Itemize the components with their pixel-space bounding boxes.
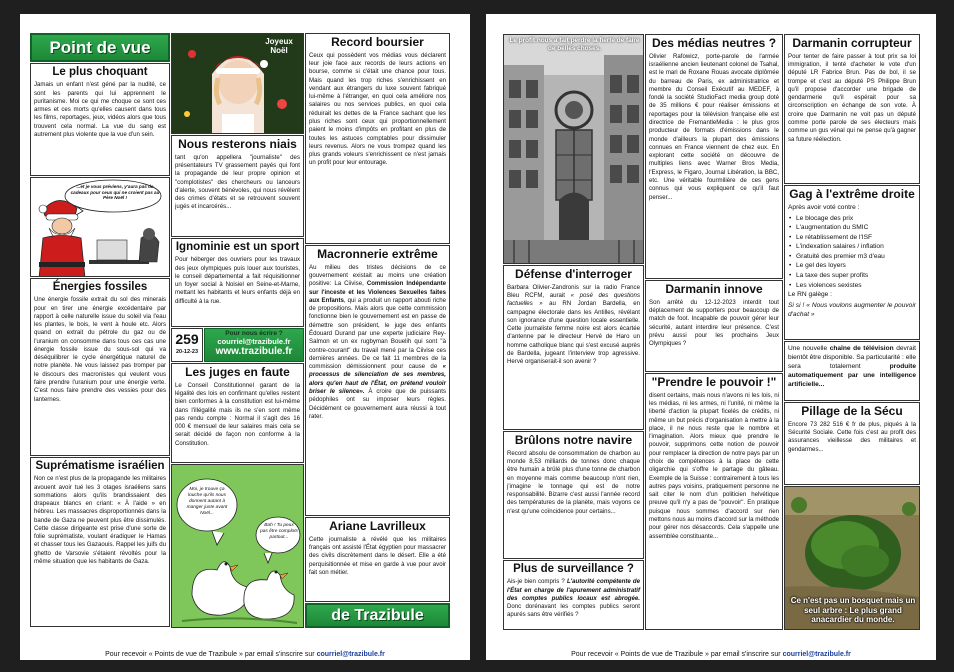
list-item: • Gratuité des premier m3 d'eau (789, 252, 915, 262)
cashew-tree-photo (784, 486, 920, 630)
article-text: devrait bientôt être disponible. Sa particularité : elle sera totalement (788, 345, 917, 370)
right-page (486, 14, 936, 660)
article-text: Donc dorénavant les comptes publics seront apurés sans être vérifiés ? (507, 603, 640, 619)
article-des-medias-neutres (645, 34, 783, 279)
article-body: Pour tenter de faire passer à tout prix sa loi immigration, il tenté d'acheter le vote d'un député LR Fabrice Brun. Pas de bol, il se trompe et c'est au député PS Philippe Brun qu'il propose d'accorder une brigade de gendarmerie qu'il espérait pour sa circonscription en échange de son vote. À croire que Darmanin ne voit pas un député comme porte parole de ses électeurs mais comme un gus vénal qui ne pense qu'à gagner sa future réélection. (788, 52, 916, 143)
article-darmanin-corrupteur (784, 34, 920, 184)
article-title: Pillage de la Sécu (801, 404, 903, 418)
list-item: • L'indexation salaires / inflation (789, 242, 915, 252)
footer-text: Pour recevoir « Points de vue de Trazibule » par email s'inscrire sur (571, 651, 781, 658)
contact-email[interactable]: courriel@trazibule.fr (217, 337, 291, 346)
article-body: Une énergie fossile extrait du sol des minerais pour en tirer une énergie excédentaire par rapport à celle naturelle issue du soleil via l'eau les plantes, le bois, le vent à houle etc. Alors quand on extrait du pétrole du gaz ou de l'uranium on consomme dans tous ces cas une énergie fossile issue du sous-sol qui va déséquilibrer le cycle énergétique naturel de notre planète. Ne vous laissez pas tromper par le discours des macronistes qui veulent vous faire prendre l'uranium pour une énergie verte. C'est nous faire prendre des vessies pour des lanternes. (34, 296, 166, 403)
masthead-top (30, 33, 170, 62)
vote-list (785, 214, 919, 290)
article-nous-resterons-niais (171, 135, 304, 237)
article-body: Jamais un enfant n'est géné par la nudité, ce sont les parents qui lui apprennent le puritanisme. Moi ce qui me choque ce sont ces armes et ces morts qu'elles causent dans tous les films, reportages, jeux, vidéos alors que tous trouvent cela normal. La vue du sang est autrement plus violente que la vue d'un sein. (34, 81, 166, 138)
list-item: • La taxe des super profits (789, 271, 915, 281)
article-body: Encore 73 282 516 € fr de plus, piqués à la Sécurité Sociale. Cette fois c'est au profit des assurances vieillesse des militaires et gendarmes... (788, 420, 916, 453)
article-macronnerie-extreme (305, 245, 450, 516)
article-title: Défense d'interroger (515, 267, 632, 281)
article-le-plus-choquant (30, 63, 170, 176)
masthead-bottom (305, 603, 450, 628)
article-text-bold: produite automatiquement par une intelligence artificielle... (788, 362, 916, 388)
article-defense-dinterroger (503, 265, 644, 430)
article-title: Ariane Lavrilleux (329, 519, 426, 533)
article-title: Record boursier (331, 35, 424, 49)
article-body (504, 283, 643, 368)
goose-speech-left: Moi, je trouve ça louche qu'ils nous donnent autant à manger juste avant Noël... (186, 487, 228, 516)
article-body: disent certains, mais nous n'avons ni les lois, ni les médias, ni les armes, ni l'unité, ni même la liberté d'action la plupart ficelés de crédits, ni même un but précis d'organisation à mettre à la place, il ne nous reste que le nombre et l'imagination. Alors mieux que prendre le pouvoir, supprimons cette notion de pouvoir pour remplacer la direction de notre pays par un choix de compétences à la place de cette oligarchie qui s'offre le partage du gâteau. Exemple de la Suisse : contrairement à tous les autres pays voisins, pratiquement personne ne sait citer le nom d'un politicien helvétique preuve qu'il n'y a pas de "pouvoir". En pratique puisque nous sommes d'accord sur rien mettons nous au moins d'accord sur la méthode pour gérer nos désaccords. Cela s'appelle une assemblée constituante... (649, 391, 779, 540)
article-darmanin-innove (645, 280, 783, 372)
article-body: tant qu'on appellera "journaliste" des présentateurs TV grassement payés qui font la propagande de leur propre opinion et "complotistes" des chercheurs ou lanceurs d'alerte, souvent bénévoles, qui nous révèlent des crimes d'états et se retrouvent souvent jugés et incarcérés... (175, 153, 300, 211)
article-body: Cette journaliste a révélé que les militaires français ont assisté l'État égyptien pour massacrer des civils discrètement dans le désert. Elle a été perquisitionnée et mise en garde à vue pour avoir fait son métier. (309, 535, 446, 576)
article-title: Le plus choquant (52, 66, 148, 78)
article-text: À croire que de puissants pédophiles ont su imposer leurs règles. Décidément ce gouvernement aura réussi à tout rater. (309, 388, 446, 420)
article-body (785, 342, 919, 391)
footer (20, 651, 470, 658)
geese-cartoon (171, 464, 304, 628)
christmas-greeting: Joyeux Noël (265, 37, 293, 56)
article-ignominie (171, 238, 304, 327)
article-text-bold: chaîne de télévision (829, 345, 894, 352)
article-text: Barbara Olivier-Zandronis sur la radio France Bleu RCFM, aurait (507, 283, 640, 300)
article-title: Suprématisme israélien (35, 460, 165, 472)
article-chaine-tv-ia (784, 341, 920, 401)
article-text: au RN Jordan Bardella, en campagne électorale dans les Antilles, révélant son ignorance d'une question locale essentielle. Cette journaliste femme noire est alors écartée d'antenne par le directeur Hervé de Haro un homme catholique blanc qui s'est excusé auprès de Bardella, jugeant l'interview trop agressive. Hervé organiserait-il son avenir ? (507, 300, 640, 366)
article-body (306, 263, 449, 422)
left-page (20, 14, 470, 660)
article-title: Darmanin corrupteur (792, 36, 912, 50)
art-nouveau-building-photo (503, 34, 644, 264)
list-intro: Après avoir voté contre : (788, 203, 860, 211)
article-plus-de-surveillance (503, 560, 644, 630)
issue-number-box (171, 328, 203, 362)
christmas-photo (171, 33, 304, 134)
article-prendre-le-pouvoir (645, 373, 783, 630)
contact-box (204, 328, 304, 362)
article-title: Les juges en faute (185, 365, 290, 379)
article-title: Énergies fossiles (52, 281, 148, 293)
footer-email-link[interactable]: courriel@trazibule.fr (316, 651, 385, 658)
article-title: Macronnerie extrême (317, 247, 438, 261)
masthead-title: Point de vue (49, 38, 151, 57)
footer (486, 651, 936, 658)
article-title: Gag à l'extrême droite (789, 187, 915, 201)
article-title: Plus de surveillance ? (513, 563, 634, 575)
article-body: Ceux qui possèdent vos médias vous déclarent leur joie face aux records de leurs actions en bourse, comme si c'était une chance pour tous. Mais quand les trop riches s'enrichissent en vendant aux étrangers du luxe souvent fabriqué lui-même à l'étranger, en quoi cela améliore nos salaires ou nos services publics, en quoi cela réduirait les dettes de la France sachant que les plus riches sont ceux qui proportionnellement paient le moins d'impôts en profitant en plus de toutes les astuces comptables pour dissimuler leurs revenus. Alors ne vous trompez quand les plus grands voleurs s'enrichissent ce n'est jamais un profit pour leur entourage. (309, 51, 446, 167)
article-body: Non ce n'est plus de la propagande les militaires avouent avoir tué les 3 otages israéliens sans sommations alors qu'ils brandissaient des drapeaux blancs en criant: « À l'aide » en hébreu. Les massacres disproportionnés dans la bande de Gaza ne peuvent plus être dissimulés. Cette classe dirigeante est prise d'une sorte de folie suprématiste, voulant éradiquer le Hamas et chasser tous les Gazaouis. Rappel les juifs du ghetto de Varsovie s'étaient révoltés pour la même situation que les habitants de Gaza. (34, 475, 166, 566)
building-drawing (504, 35, 644, 264)
article-body (504, 577, 643, 620)
article-body: Record absolu de consommation de charbon au monde 8,53 milliards de tonnes donc chaque être humain a brûlé plus d'une tonne de charbon en moyenne mais comme beaucoup n'ont rien, j'imagine le tonnage qui est de notre responsabilité. Bizarre c'est aussi l'année record des températures de la planète, mais voyons ce n'est qu'une coïncidence pour certains... (507, 449, 640, 515)
article-title: Ignominie est un sport (175, 241, 300, 253)
list-outro: Le RN galège : (788, 291, 832, 299)
article-quote: « posé des questions factuelles » (507, 292, 640, 308)
article-body: Le Conseil Constitutionnel garant de la légalité des lois en confirmant qu'elles restent bien conformes à la constitution est lui-même dans l'illégalité mais ils ne s'en sont même pas rendu compte : Normal il s'agit des 16 000 € mensuel de leur salaires mais cela se serait décidé de façon non conforme à la Constitution. (175, 381, 300, 447)
article-les-juges-en-faute (171, 363, 304, 463)
contact-label: Pour nous écrire ? (225, 330, 283, 337)
article-title: Des médias neutres ? (651, 36, 777, 50)
article-title: Darmanin innove (665, 282, 763, 296)
article-suprematisme (30, 457, 170, 627)
goose-speech-right: Bah ! Tu peux pas être complots partout... (260, 523, 298, 540)
article-record-boursier (305, 33, 450, 244)
list-item: • Le blocage des prix (789, 214, 915, 224)
article-pillage-secu (784, 402, 920, 485)
list-item: • Le rétablissement de l'ISF (789, 233, 915, 243)
website-link[interactable]: www.trazibule.fr (215, 346, 293, 357)
cashew-photo-caption: Ce n'est pas un bosquet mais un seul arbre : Le plus grand anacardier du monde. (790, 596, 916, 625)
article-text: Une nouvelle (788, 345, 828, 352)
article-quote: « processus de silenciation de ses membres, alors qu'en haut de l'État, on prétend vouloir briser le silence». (309, 363, 446, 396)
article-title: "Prendre le pouvoir !" (651, 375, 777, 389)
article-body: Son arrêté du 12-12-2023 interdit tout déplacement de supporters pour beaucoup de match de foot. Incapable de pouvoir gérer leur sécurité, autant interdire leur présence. C'est prévu aussi pour les prochains Jeux Olympiques ? (649, 298, 779, 348)
santa-speech: ...et je vous préviens, y'aura pas de cadeaux pour ceux qui ne croient pas au Père Noël ! (70, 184, 160, 201)
footer-text: Pour recevoir « Points de vue de Trazibule » par email s'inscrire sur (105, 651, 315, 658)
masthead-subtitle: de Trazibule (331, 607, 424, 624)
issue-date: 20-12-23 (175, 349, 199, 355)
list-item: • L'augmentation du SMIC (789, 223, 915, 233)
issue-info (171, 328, 304, 362)
issue-number: 259 (175, 331, 199, 347)
article-title: Nous resterons niais (178, 137, 297, 151)
article-text: Ais-je bien compris ? (507, 578, 565, 586)
list-item: • Le gel des loyers (789, 261, 915, 271)
article-body: Pour héberger des ouvriers pour les travaux des jeux olympiques puis louer aux touristes, le conseil départemental a fait réquisitionner un foyer social à Noisiel en Seine-et-Marne, mettant les habitants et leurs enfants déjà en difficulté à la rue. (175, 256, 300, 305)
article-text-bold: Commission Indépendante sur l'inceste et les Violences Sexuelles faites aux Enfants (309, 280, 446, 304)
article-quote: L'autorité compétente de l'État en charge de l'apurement administratif des comptes publics locaux est abrogée. (507, 578, 641, 602)
footer-email-link[interactable]: courriel@trazibule.fr (782, 651, 851, 658)
article-body: Olivier Rafowicz, porte-parole de l'armée israélienne ancien lieutenant colonel de Tsahal, est le mari de Roxane Rouas avocate diplômée du barreau de Paris, ex administratrice et membre du Conseil Exécutif au MEDEF, à fondé la société StudioFact media group doté de 35 millions € pour réaliser émissions et reportages pour la télévision française elle est directrice de FremantleMedia : le plus gros producteur de formats d'émissions dans le monde d'ailleurs la plupart des émissions connues en France viennent de chez eux. En explorant cette société on découvre de multiples liens avec Warner Bros Media, l'Express, le Figaro, Journal Libération, la BBC, etc. Une véritable fourmilière de ces gens connus qui vous expliquent ce qu'il faut penser... (649, 52, 779, 201)
article-text: Au milieu des tristes décisions de ce gouvernement existait au moins une création positive: La Ciivise, (309, 263, 446, 288)
article-text: , qui a produit un rapport abouti riche de propositions. Mais alors que cette commission fonctionne bien le gouvernement est en passe de démettre son président, le juge des enfants Édouard Durand par une experte judiciaire Rey-Salmon et un ex rugbyman Bouelih qui sont "à contre-courant" du travail mené par la Ciivise ces dernières années. De ce fait 11 membres de la commission démissionnent pour cause de (309, 296, 446, 371)
list-item: • Les violences sexistes (789, 281, 915, 291)
article-title: Brûlons notre navire (514, 433, 633, 447)
article-energies-fossiles (30, 278, 170, 456)
list-quote: Si si ! « Nous voulons augmenter le pouvoir d'achat » (788, 302, 916, 319)
article-gag-extreme-droite (784, 185, 920, 340)
article-brulons-notre-navire (503, 431, 644, 559)
article-ariane-lavrilleux (305, 517, 450, 602)
santa-cartoon (30, 177, 170, 277)
building-photo-caption: Le profit nous a fait perdre la fierté de faire de belles choses. (509, 37, 640, 53)
